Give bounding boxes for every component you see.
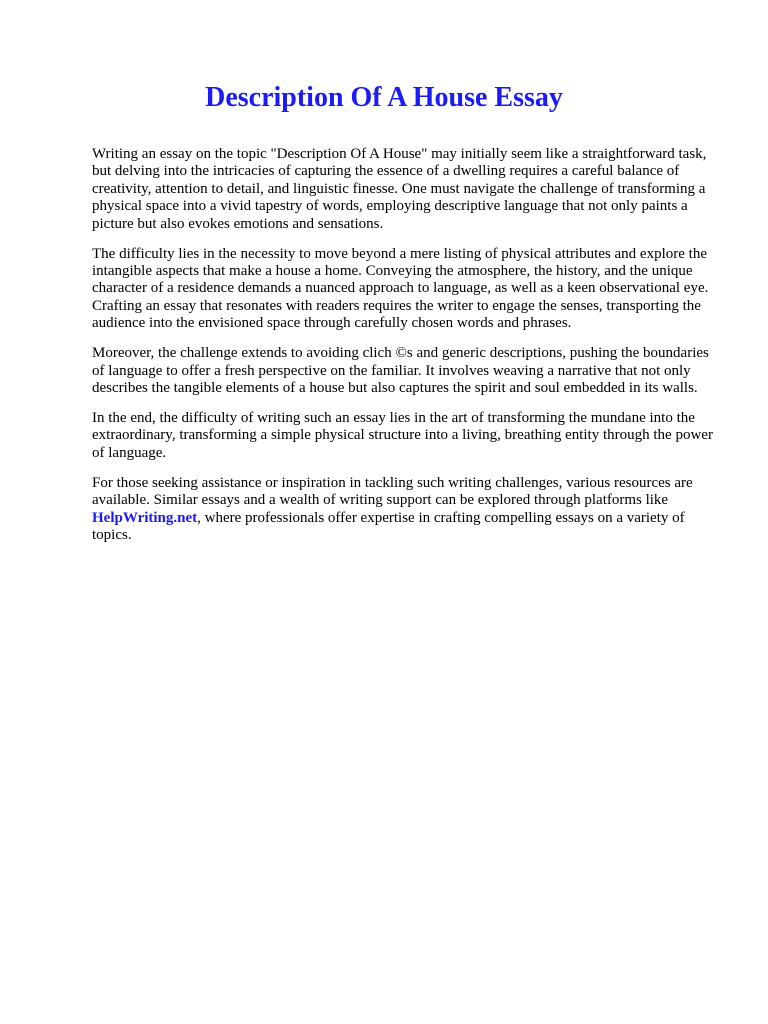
paragraph-1: Writing an essay on the topic "Description Of A House" may initially seem like a straightforward task, but delving into the intricacies of capturing the essence of a dwelling requires a careful balance of creativity, attention to detail, and linguistic finesse. One must navigate the challenge of transforming a physical space into a vivid tapestry of words, employing descriptive language that not only paints a picture but also evokes emotions and sensations. xyxy=(92,146,707,232)
helpwriting-link[interactable]: HelpWriting.net xyxy=(92,509,198,526)
closing-text-before-link: For those seeking assistance or inspiration in tackling such writing challenges, various resources are available. Similar essays and a wealth of writing support can be explored through platforms like xyxy=(92,474,693,509)
paragraph-4: In the end, the difficulty of writing such an essay lies in the art of transforming the mundane into the extraordinary, transforming a simple physical structure into a living, breathing entity through the power of language. xyxy=(92,410,713,461)
closing-paragraph xyxy=(92,475,722,545)
paragraph-3: Moreover, the challenge extends to avoiding clich ©s and generic descriptions, pushing the boundaries of language to offer a fresh perspective on the familiar. It involves weaving a narrative that not only describes the tangible elements of a house but also captures the spirit and soul embedded in its walls. xyxy=(92,345,709,397)
essay-body xyxy=(92,146,722,557)
document-title: Description Of A House Essay xyxy=(205,82,563,113)
closing-text-after-link: , where professionals offer expertise in crafting compelling essays on a variety of topics. xyxy=(92,509,685,544)
paragraph-2: The difficulty lies in the necessity to move beyond a mere listing of physical attributes and explore the intangible aspects that make a house a home. Conveying the atmosphere, the history, and the unique character of a residence demands a nuanced approach to language, as well as a keen observational eye. Crafting an essay that resonates with readers requires the writer to engage the senses, transporting the audience into the envisioned space through carefully chosen words and phrases. xyxy=(92,245,709,332)
